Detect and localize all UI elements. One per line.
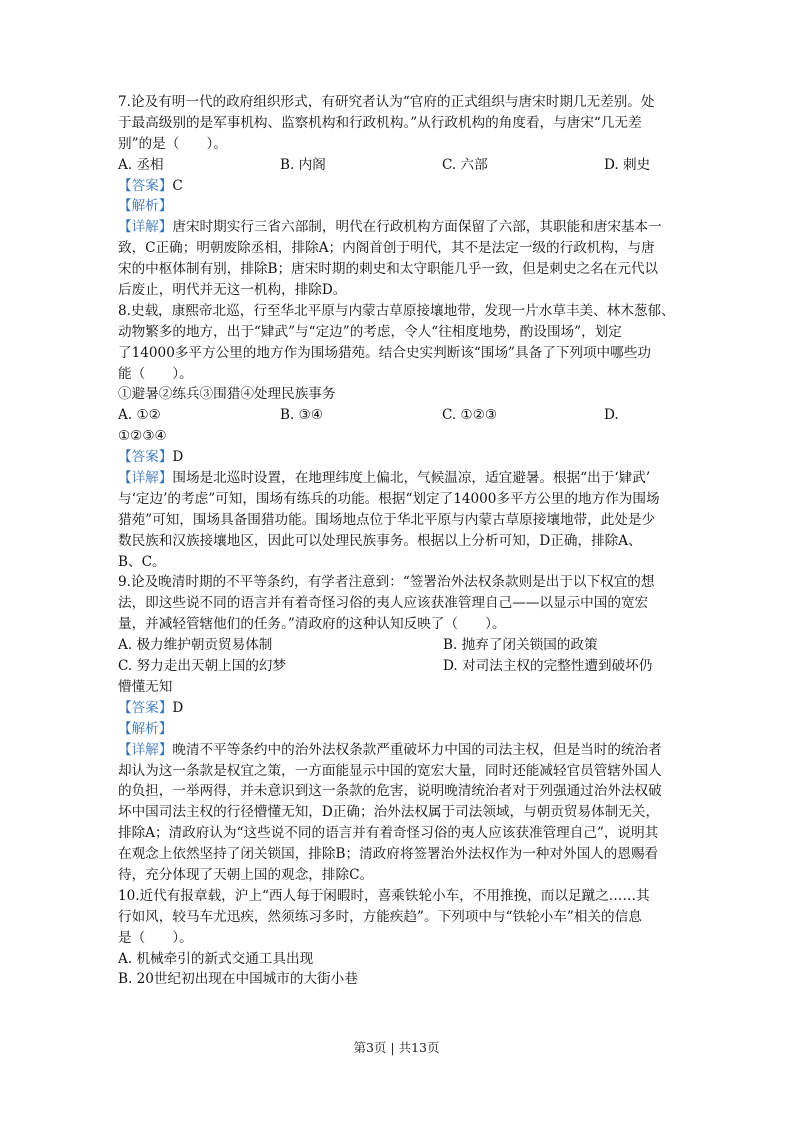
q9-option-a: A. 极力维护朝贡贸易体制 <box>118 637 273 654</box>
detail-label: 【详解】 <box>118 470 173 487</box>
question-8 <box>118 301 678 573</box>
answer-label: 【答案】 <box>118 449 173 466</box>
question-9 <box>118 572 678 885</box>
q9-stem-line: 9.论及晚清时期的不平等条约，有学者注意到：“签署治外法权条款则是出于以下权宜的想 <box>118 574 655 591</box>
q10-stem-line: 10.近代有报章载，沪上“西人每于闲暇时，喜乘铁轮小车，不用推挽，而以足蹴之……其 <box>118 887 650 904</box>
q7-stem-line: 7.论及有明一代的政府组织形式，有研究者认为“官府的正式组织与唐宋时期几无差别。处 <box>118 94 655 110</box>
answer-label: 【答案】 <box>118 177 173 194</box>
q9-detail-line: 却认为这一条款是权宜之策，一方面能显示中国的宽宏大量，同时还能减轻官员管辖外国人 <box>118 762 662 779</box>
detail-text: 唐宋时期实行三省六部制，明代在行政机构方面保留了六部，其职能和唐宋基本一 <box>172 219 662 236</box>
q10-option-a: A. 机械牵引的新式交通工具出现 <box>118 950 314 967</box>
question-7 <box>118 92 678 301</box>
q7-detail-line: 致，C正确；明朝废除丞相，排除A；内阁首创于明代，其不是法定一级的行政机构，与唐 <box>118 240 655 257</box>
question-10 <box>118 886 678 990</box>
q9-options-row-2 <box>118 656 678 677</box>
q9-detail-line: 坏中国司法主权的行径懵懂无知，D正确；治外法权属于司法领域，与朝贡贸易体制无关， <box>118 804 660 821</box>
q7-answer <box>118 176 678 197</box>
q7-option-c: C. 六部 <box>442 156 488 173</box>
q9-analysis <box>118 719 678 740</box>
q8-items: ①避暑②练兵③围猎④处理民族事务 <box>118 386 336 403</box>
q8-option-b: B. ③④ <box>280 407 324 424</box>
q8-option-d: D. <box>604 407 619 424</box>
q9-detail-line <box>118 740 678 761</box>
q10-option-b: B. 20世纪初出现在中国城市的大街小巷 <box>118 971 358 988</box>
q8-option-a: A. ①② <box>118 407 161 424</box>
answer-value: D <box>172 449 184 466</box>
detail-text: 晚清不平等条约中的治外法权条款严重破坏力中国的司法主权，但是当时的统治者 <box>172 741 662 758</box>
analysis-label: 【解析】 <box>118 198 173 215</box>
q8-detail-line: 数民族和汉族接壤地区，因此可以处理民族事务。根据以上分析可知，D正确，排除A、 <box>118 532 642 549</box>
q9-options-row-1 <box>118 635 678 656</box>
q9-detail-line: 的负担，一举两得，并未意识到这一条款的危害，说明晚清统治者对于列强通过治外法权破 <box>118 783 662 800</box>
analysis-label: 【解析】 <box>118 720 173 737</box>
q9-stem-line: 量，并减轻管辖他们的任务。”清政府的这种认知反映了（ ）。 <box>118 616 506 633</box>
q8-stem-line: 了14000多平方公里的地方作为围场猎苑。结合史实判断该“围场”具备了下列项中哪些功 <box>118 344 651 361</box>
q9-detail-line: 在观念上依然坚持了闭关锁国，排除B；清政府将签署治外法权作为一种对外国人的恩赐看 <box>118 846 659 863</box>
q9-option-d: D. 对司法主权的完整性遭到破坏仍 <box>443 658 653 675</box>
detail-label: 【详解】 <box>118 219 173 236</box>
page-content <box>118 92 678 990</box>
q8-answer <box>118 447 678 468</box>
q7-analysis <box>118 196 678 217</box>
q8-stem-line: 能（ ）。 <box>118 365 193 382</box>
q7-option-a: A. 丞相 <box>118 156 164 173</box>
q8-stem-line: 动物繁多的地方，出于“肄武”与“定边”的考虑，令人“往相度地势，酌设围场”，划定 <box>118 323 622 340</box>
answer-value: C <box>172 177 183 194</box>
q9-detail-line: 待，充分体现了天朝上国的观念，排除C。 <box>118 866 374 883</box>
q9-option-b: B. 抛弃了闭关锁国的政策 <box>443 637 598 654</box>
q7-option-d: D. 刺史 <box>604 156 651 173</box>
q7-detail-line: 宋的中枢体制有别，排除B；唐宋时期的刺史和太守职能几乎一致，但是刺史之名在元代以 <box>118 261 659 278</box>
page-footer: 第3页 | 共13页 <box>353 1040 440 1055</box>
q8-stem-line: 8.史载，康熙帝北巡，行至华北平原与内蒙古草原接壤地带，发现一片水草丰美、林木葱郁、 <box>118 302 675 319</box>
answer-label: 【答案】 <box>118 699 173 716</box>
detail-label: 【详解】 <box>118 741 173 758</box>
q9-option-d-wrap: 懵懂无知 <box>118 678 173 695</box>
q9-detail-line: 排除A；清政府认为“这些说不同的语言并有着奇怪习俗的夷人应该获准管理自己”，说明其 <box>118 825 659 842</box>
q7-detail-line: 后废止，明代并无这一机构，排除D。 <box>118 282 347 299</box>
detail-text: 围场是北巡时设置，在地理纬度上偏北，气候温凉，适宜避暑。根据“出于‘肄武’ <box>172 470 651 487</box>
q8-options <box>118 405 678 426</box>
q9-answer <box>118 698 678 719</box>
q10-stem-line: 行如风，较马车尤迅疾，然须练习多时，方能疾趋”。下列项中与“铁轮小车”相关的信息 <box>118 908 642 925</box>
q8-option-d-wrap: ①②③④ <box>118 428 167 445</box>
q8-detail-line: 猎苑”可知，围场具备围猎功能。围场地点位于华北平原与内蒙古草原接壤地带，此处是少 <box>118 511 656 528</box>
answer-value: D <box>172 699 184 716</box>
q8-detail-line: 与‘定边’的考虑”可知，围场有练兵的功能。根据“划定了14000多平方公里的地方作为围场 <box>118 490 660 507</box>
q7-option-b: B. 内阁 <box>280 156 326 173</box>
q7-stem-line: 别”的是（ ）。 <box>118 135 227 152</box>
q7-detail-line <box>118 217 678 238</box>
q8-detail-line <box>118 468 678 489</box>
q8-detail-line: B、C。 <box>118 553 166 570</box>
q10-stem-line: 是（ ）。 <box>118 929 193 946</box>
q7-stem-line: 于最高级别的是军事机构、监察机构和行政机构。”从行政机构的角度看，与唐宋“几无差 <box>118 114 642 131</box>
q8-option-c: C. ①②③ <box>442 407 498 424</box>
q9-stem-line: 法，即这些说不同的语言并有着奇怪习俗的夷人应该获准管理自己——以显示中国的宽宏 <box>118 595 649 612</box>
q9-option-c: C. 努力走出天朝上国的幻梦 <box>118 658 287 675</box>
q7-options <box>118 155 678 176</box>
